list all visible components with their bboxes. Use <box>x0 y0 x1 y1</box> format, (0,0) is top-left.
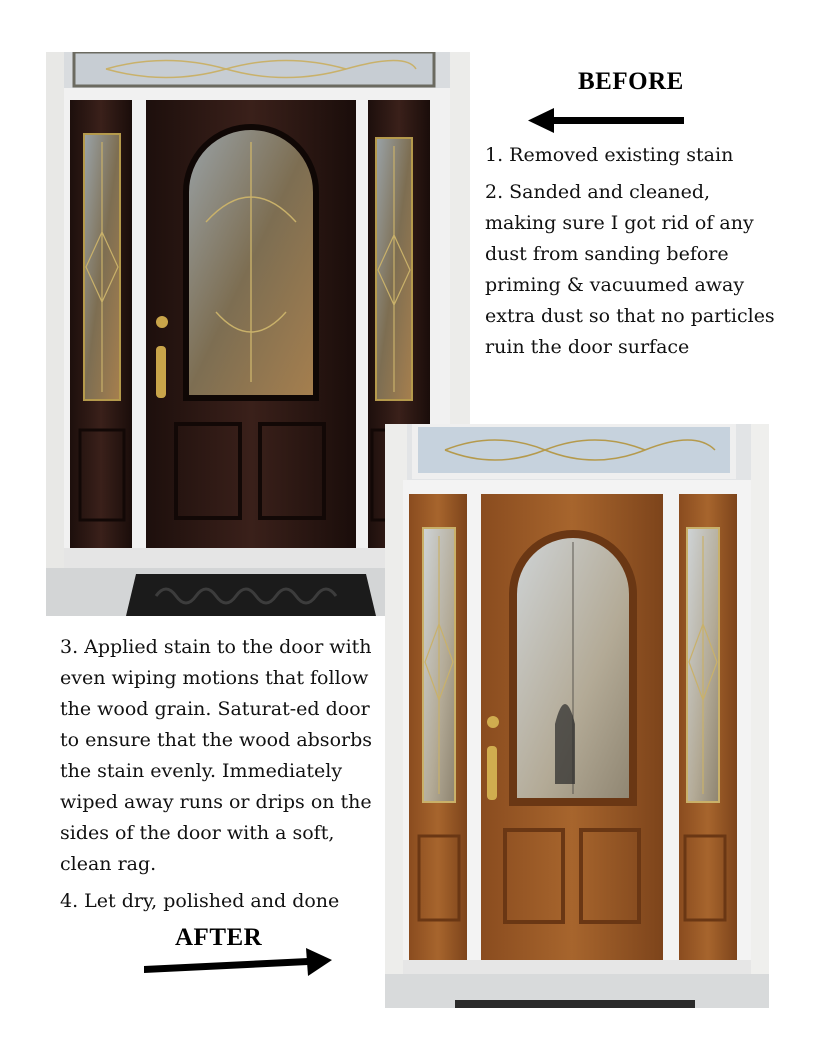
right-arrow-icon <box>142 946 334 980</box>
door-handle-icon <box>156 346 166 398</box>
after-door-illustration <box>385 424 769 1008</box>
after-door-photo <box>385 424 769 1008</box>
step-1: 1. Removed existing stain <box>485 144 734 166</box>
step-2: 2. Sanded and cleaned, making sure I got rid of any dust from sanding before priming & vacuumed away extra dust so that no particles ruin the door surface <box>485 181 775 358</box>
steps-before-list <box>485 140 785 363</box>
before-heading: BEFORE <box>578 68 684 95</box>
after-heading: AFTER <box>175 924 263 951</box>
steps-after-list <box>60 632 378 917</box>
step-4: 4. Let dry, polished and done <box>60 890 340 912</box>
deadbolt-icon <box>156 316 168 328</box>
left-arrow-icon <box>528 106 688 136</box>
step-3: 3. Applied stain to the door with even wiping motions that follow the wood grain. Saturat-ed door to ensure that the wood absorbs the stain evenly. Immediately wiped away runs or drips on the sides of the door with a soft, clean rag. <box>60 636 372 875</box>
door-handle-icon-after <box>487 746 497 800</box>
deadbolt-icon-after <box>487 716 499 728</box>
